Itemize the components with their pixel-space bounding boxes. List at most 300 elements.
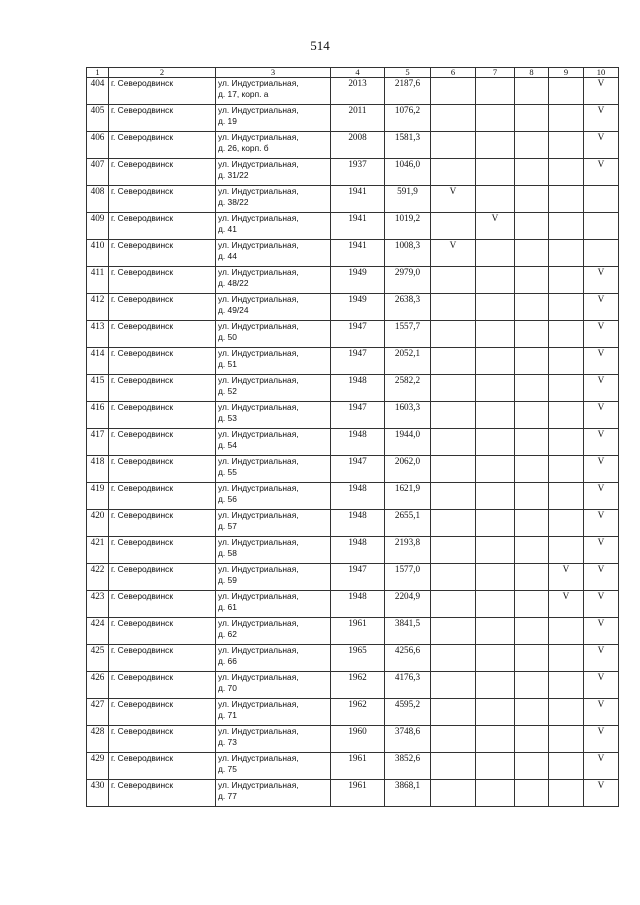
mark-cell-7	[476, 510, 515, 537]
mark-cell-10	[584, 213, 619, 240]
area-cell: 4595,2	[385, 699, 431, 726]
address-street: ул. Индустриальная,	[218, 159, 299, 169]
mark-cell-7: V	[476, 213, 515, 240]
mark-cell-7	[476, 348, 515, 375]
address-house: д. 31/22	[218, 170, 249, 180]
address-cell	[216, 213, 331, 240]
year-cell: 1961	[331, 618, 385, 645]
mark-cell-9	[549, 645, 584, 672]
mark-cell-8	[515, 213, 549, 240]
mark-cell-6	[431, 645, 476, 672]
mark-cell-6	[431, 429, 476, 456]
mark-cell-9	[549, 537, 584, 564]
year-cell: 1947	[331, 564, 385, 591]
mark-cell-9	[549, 672, 584, 699]
year-cell: 1941	[331, 186, 385, 213]
area-cell: 3868,1	[385, 780, 431, 807]
mark-cell-8	[515, 456, 549, 483]
year-cell: 1965	[331, 645, 385, 672]
row-number: 423	[87, 591, 109, 618]
mark-cell-6	[431, 348, 476, 375]
year-cell: 1948	[331, 591, 385, 618]
mark-cell-6	[431, 267, 476, 294]
mark-cell-10: V	[584, 672, 619, 699]
mark-cell-10: V	[584, 591, 619, 618]
address-street: ул. Индустриальная,	[218, 429, 299, 439]
area-cell: 1046,0	[385, 159, 431, 186]
mark-cell-10	[584, 240, 619, 267]
city-cell: г. Северодвинск	[109, 753, 216, 780]
address-house: д. 56	[218, 494, 237, 504]
mark-cell-6	[431, 618, 476, 645]
address-house: д. 77	[218, 791, 237, 801]
row-number: 424	[87, 618, 109, 645]
mark-cell-7	[476, 753, 515, 780]
column-number: 10	[584, 68, 619, 78]
area-cell: 1577,0	[385, 564, 431, 591]
mark-cell-6	[431, 321, 476, 348]
mark-cell-7	[476, 672, 515, 699]
city-cell: г. Северодвинск	[109, 780, 216, 807]
mark-cell-7	[476, 699, 515, 726]
area-cell: 4256,6	[385, 645, 431, 672]
year-cell: 2008	[331, 132, 385, 159]
mark-cell-8	[515, 159, 549, 186]
city-cell: г. Северодвинск	[109, 429, 216, 456]
address-house: д. 71	[218, 710, 237, 720]
address-house: д. 38/22	[218, 197, 249, 207]
table-row	[87, 105, 619, 132]
mark-cell-9	[549, 294, 584, 321]
mark-cell-9	[549, 78, 584, 105]
row-number: 420	[87, 510, 109, 537]
city-cell: г. Северодвинск	[109, 645, 216, 672]
address-street: ул. Индустриальная,	[218, 105, 299, 115]
address-house: д. 59	[218, 575, 237, 585]
mark-cell-6	[431, 564, 476, 591]
mark-cell-10: V	[584, 618, 619, 645]
year-cell: 1948	[331, 375, 385, 402]
mark-cell-6	[431, 213, 476, 240]
address-cell	[216, 699, 331, 726]
table-row	[87, 375, 619, 402]
address-cell	[216, 672, 331, 699]
mark-cell-8	[515, 645, 549, 672]
address-cell	[216, 483, 331, 510]
address-cell	[216, 537, 331, 564]
mark-cell-8	[515, 726, 549, 753]
mark-cell-8	[515, 618, 549, 645]
mark-cell-7	[476, 726, 515, 753]
address-cell	[216, 375, 331, 402]
mark-cell-8	[515, 321, 549, 348]
address-house: д. 50	[218, 332, 237, 342]
year-cell: 1949	[331, 267, 385, 294]
mark-cell-10: V	[584, 132, 619, 159]
mark-cell-6	[431, 456, 476, 483]
mark-cell-9	[549, 213, 584, 240]
mark-cell-8	[515, 132, 549, 159]
mark-cell-10: V	[584, 159, 619, 186]
address-cell	[216, 618, 331, 645]
address-cell	[216, 402, 331, 429]
address-house: д. 61	[218, 602, 237, 612]
year-cell: 1962	[331, 672, 385, 699]
city-cell: г. Северодвинск	[109, 294, 216, 321]
city-cell: г. Северодвинск	[109, 483, 216, 510]
mark-cell-7	[476, 645, 515, 672]
table-row	[87, 645, 619, 672]
year-cell: 1948	[331, 429, 385, 456]
mark-cell-7	[476, 159, 515, 186]
address-cell	[216, 105, 331, 132]
mark-cell-10: V	[584, 564, 619, 591]
address-street: ул. Индустриальная,	[218, 240, 299, 250]
area-cell: 1557,7	[385, 321, 431, 348]
area-cell: 4176,3	[385, 672, 431, 699]
address-house: д. 62	[218, 629, 237, 639]
mark-cell-7	[476, 240, 515, 267]
year-cell: 1948	[331, 510, 385, 537]
mark-cell-7	[476, 537, 515, 564]
area-cell: 2655,1	[385, 510, 431, 537]
address-cell	[216, 348, 331, 375]
address-cell	[216, 78, 331, 105]
address-cell	[216, 726, 331, 753]
table-row	[87, 699, 619, 726]
row-number: 414	[87, 348, 109, 375]
table-row	[87, 618, 619, 645]
mark-cell-10: V	[584, 699, 619, 726]
city-cell: г. Северодвинск	[109, 699, 216, 726]
address-house: д. 44	[218, 251, 237, 261]
row-number: 422	[87, 564, 109, 591]
row-number: 413	[87, 321, 109, 348]
mark-cell-6	[431, 402, 476, 429]
address-house: д. 53	[218, 413, 237, 423]
mark-cell-9	[549, 510, 584, 537]
row-number: 410	[87, 240, 109, 267]
table-row	[87, 240, 619, 267]
address-cell	[216, 645, 331, 672]
mark-cell-10: V	[584, 294, 619, 321]
mark-cell-10: V	[584, 483, 619, 510]
city-cell: г. Северодвинск	[109, 564, 216, 591]
mark-cell-6	[431, 78, 476, 105]
area-cell: 1603,3	[385, 402, 431, 429]
row-number: 419	[87, 483, 109, 510]
row-number: 429	[87, 753, 109, 780]
mark-cell-9	[549, 483, 584, 510]
city-cell: г. Северодвинск	[109, 402, 216, 429]
year-cell: 1937	[331, 159, 385, 186]
mark-cell-10: V	[584, 105, 619, 132]
mark-cell-7	[476, 321, 515, 348]
area-cell: 1621,9	[385, 483, 431, 510]
mark-cell-9	[549, 321, 584, 348]
address-street: ул. Индустриальная,	[218, 618, 299, 628]
column-number: 7	[476, 68, 515, 78]
mark-cell-6	[431, 780, 476, 807]
city-cell: г. Северодвинск	[109, 726, 216, 753]
mark-cell-10: V	[584, 510, 619, 537]
address-street: ул. Индустриальная,	[218, 294, 299, 304]
mark-cell-6	[431, 105, 476, 132]
table-row	[87, 78, 619, 105]
year-cell: 1947	[331, 348, 385, 375]
mark-cell-6	[431, 294, 476, 321]
mark-cell-6	[431, 159, 476, 186]
mark-cell-9	[549, 348, 584, 375]
mark-cell-8	[515, 780, 549, 807]
row-number: 405	[87, 105, 109, 132]
row-number: 421	[87, 537, 109, 564]
year-cell: 2013	[331, 78, 385, 105]
address-street: ул. Индустриальная,	[218, 186, 299, 196]
mark-cell-7	[476, 294, 515, 321]
mark-cell-8	[515, 483, 549, 510]
column-number: 5	[385, 68, 431, 78]
city-cell: г. Северодвинск	[109, 240, 216, 267]
column-number: 4	[331, 68, 385, 78]
mark-cell-6: V	[431, 240, 476, 267]
table-row	[87, 753, 619, 780]
mark-cell-8	[515, 537, 549, 564]
mark-cell-10: V	[584, 753, 619, 780]
address-cell	[216, 132, 331, 159]
mark-cell-10: V	[584, 456, 619, 483]
address-house: д. 75	[218, 764, 237, 774]
address-street: ул. Индустриальная,	[218, 591, 299, 601]
column-number: 8	[515, 68, 549, 78]
address-house: д. 73	[218, 737, 237, 747]
mark-cell-8	[515, 348, 549, 375]
mark-cell-7	[476, 186, 515, 213]
address-cell	[216, 294, 331, 321]
row-number: 416	[87, 402, 109, 429]
address-street: ул. Индустриальная,	[218, 348, 299, 358]
address-street: ул. Индустриальная,	[218, 267, 299, 277]
mark-cell-8	[515, 240, 549, 267]
table-row	[87, 159, 619, 186]
column-number-row	[87, 68, 619, 78]
address-street: ул. Индустриальная,	[218, 780, 299, 790]
year-cell: 1947	[331, 321, 385, 348]
table-row	[87, 564, 619, 591]
year-cell: 1947	[331, 456, 385, 483]
city-cell: г. Северодвинск	[109, 375, 216, 402]
mark-cell-10	[584, 186, 619, 213]
mark-cell-7	[476, 429, 515, 456]
table-row	[87, 726, 619, 753]
housing-registry-table	[86, 67, 619, 807]
address-house: д. 55	[218, 467, 237, 477]
area-cell: 1944,0	[385, 429, 431, 456]
area-cell: 3841,5	[385, 618, 431, 645]
address-cell	[216, 159, 331, 186]
mark-cell-7	[476, 591, 515, 618]
mark-cell-7	[476, 78, 515, 105]
city-cell: г. Северодвинск	[109, 456, 216, 483]
mark-cell-10: V	[584, 78, 619, 105]
table-row	[87, 213, 619, 240]
year-cell: 1961	[331, 753, 385, 780]
address-street: ул. Индустриальная,	[218, 402, 299, 412]
mark-cell-9	[549, 375, 584, 402]
address-cell	[216, 564, 331, 591]
address-street: ул. Индустриальная,	[218, 213, 299, 223]
mark-cell-6	[431, 753, 476, 780]
area-cell: 1019,2	[385, 213, 431, 240]
area-cell: 2062,0	[385, 456, 431, 483]
city-cell: г. Северодвинск	[109, 267, 216, 294]
address-house: д. 48/22	[218, 278, 249, 288]
mark-cell-9	[549, 456, 584, 483]
mark-cell-6	[431, 726, 476, 753]
mark-cell-8	[515, 105, 549, 132]
city-cell: г. Северодвинск	[109, 213, 216, 240]
address-house: д. 52	[218, 386, 237, 396]
city-cell: г. Северодвинск	[109, 132, 216, 159]
mark-cell-8	[515, 510, 549, 537]
mark-cell-6	[431, 483, 476, 510]
page-number: 514	[310, 38, 330, 53]
city-cell: г. Северодвинск	[109, 159, 216, 186]
address-house: д. 51	[218, 359, 237, 369]
mark-cell-7	[476, 456, 515, 483]
city-cell: г. Северодвинск	[109, 78, 216, 105]
mark-cell-9	[549, 753, 584, 780]
table-row	[87, 591, 619, 618]
city-cell: г. Северодвинск	[109, 537, 216, 564]
mark-cell-6: V	[431, 186, 476, 213]
row-number: 426	[87, 672, 109, 699]
table-row	[87, 537, 619, 564]
mark-cell-9	[549, 240, 584, 267]
address-house: д. 17, корп. а	[218, 89, 269, 99]
mark-cell-8	[515, 672, 549, 699]
table-row	[87, 132, 619, 159]
year-cell: 1948	[331, 483, 385, 510]
row-number: 406	[87, 132, 109, 159]
address-cell	[216, 510, 331, 537]
year-cell: 1947	[331, 402, 385, 429]
row-number: 404	[87, 78, 109, 105]
row-number: 409	[87, 213, 109, 240]
mark-cell-9	[549, 429, 584, 456]
mark-cell-8	[515, 294, 549, 321]
mark-cell-8	[515, 267, 549, 294]
address-cell	[216, 321, 331, 348]
year-cell: 1949	[331, 294, 385, 321]
mark-cell-10: V	[584, 537, 619, 564]
area-cell: 3852,6	[385, 753, 431, 780]
year-cell: 1962	[331, 699, 385, 726]
mark-cell-7	[476, 483, 515, 510]
table-row	[87, 294, 619, 321]
column-number: 9	[549, 68, 584, 78]
mark-cell-7	[476, 105, 515, 132]
mark-cell-8	[515, 375, 549, 402]
column-number: 3	[216, 68, 331, 78]
row-number: 408	[87, 186, 109, 213]
mark-cell-6	[431, 375, 476, 402]
mark-cell-8	[515, 564, 549, 591]
address-street: ул. Индустриальная,	[218, 564, 299, 574]
mark-cell-9	[549, 402, 584, 429]
mark-cell-9	[549, 105, 584, 132]
mark-cell-8	[515, 402, 549, 429]
address-house: д. 49/24	[218, 305, 249, 315]
mark-cell-8	[515, 591, 549, 618]
mark-cell-8	[515, 78, 549, 105]
mark-cell-10: V	[584, 375, 619, 402]
table-row	[87, 780, 619, 807]
address-cell	[216, 240, 331, 267]
table-row	[87, 402, 619, 429]
mark-cell-10: V	[584, 780, 619, 807]
mark-cell-6	[431, 672, 476, 699]
address-house: д. 41	[218, 224, 237, 234]
mark-cell-7	[476, 132, 515, 159]
table-row	[87, 186, 619, 213]
row-number: 427	[87, 699, 109, 726]
area-cell: 3748,6	[385, 726, 431, 753]
address-cell	[216, 591, 331, 618]
year-cell: 2011	[331, 105, 385, 132]
mark-cell-9	[549, 132, 584, 159]
column-number: 6	[431, 68, 476, 78]
mark-cell-8	[515, 186, 549, 213]
address-cell	[216, 456, 331, 483]
address-house: д. 70	[218, 683, 237, 693]
city-cell: г. Северодвинск	[109, 321, 216, 348]
city-cell: г. Северодвинск	[109, 510, 216, 537]
mark-cell-7	[476, 375, 515, 402]
row-number: 418	[87, 456, 109, 483]
area-cell: 591,9	[385, 186, 431, 213]
address-street: ул. Индустриальная,	[218, 726, 299, 736]
row-number: 425	[87, 645, 109, 672]
address-house: д. 57	[218, 521, 237, 531]
year-cell: 1960	[331, 726, 385, 753]
address-house: д. 19	[218, 116, 237, 126]
mark-cell-9	[549, 159, 584, 186]
mark-cell-8	[515, 429, 549, 456]
table-row	[87, 456, 619, 483]
table-row	[87, 429, 619, 456]
mark-cell-10: V	[584, 321, 619, 348]
row-number: 407	[87, 159, 109, 186]
row-number: 415	[87, 375, 109, 402]
mark-cell-9: V	[549, 591, 584, 618]
table-row	[87, 267, 619, 294]
city-cell: г. Северодвинск	[109, 591, 216, 618]
address-house: д. 54	[218, 440, 237, 450]
mark-cell-10: V	[584, 348, 619, 375]
address-house: д. 26, корп. б	[218, 143, 269, 153]
mark-cell-9	[549, 699, 584, 726]
area-cell: 1008,3	[385, 240, 431, 267]
address-street: ул. Индустриальная,	[218, 537, 299, 547]
year-cell: 1941	[331, 240, 385, 267]
area-cell: 2979,0	[385, 267, 431, 294]
area-cell: 1076,2	[385, 105, 431, 132]
year-cell: 1948	[331, 537, 385, 564]
mark-cell-9: V	[549, 564, 584, 591]
mark-cell-10: V	[584, 645, 619, 672]
mark-cell-7	[476, 618, 515, 645]
